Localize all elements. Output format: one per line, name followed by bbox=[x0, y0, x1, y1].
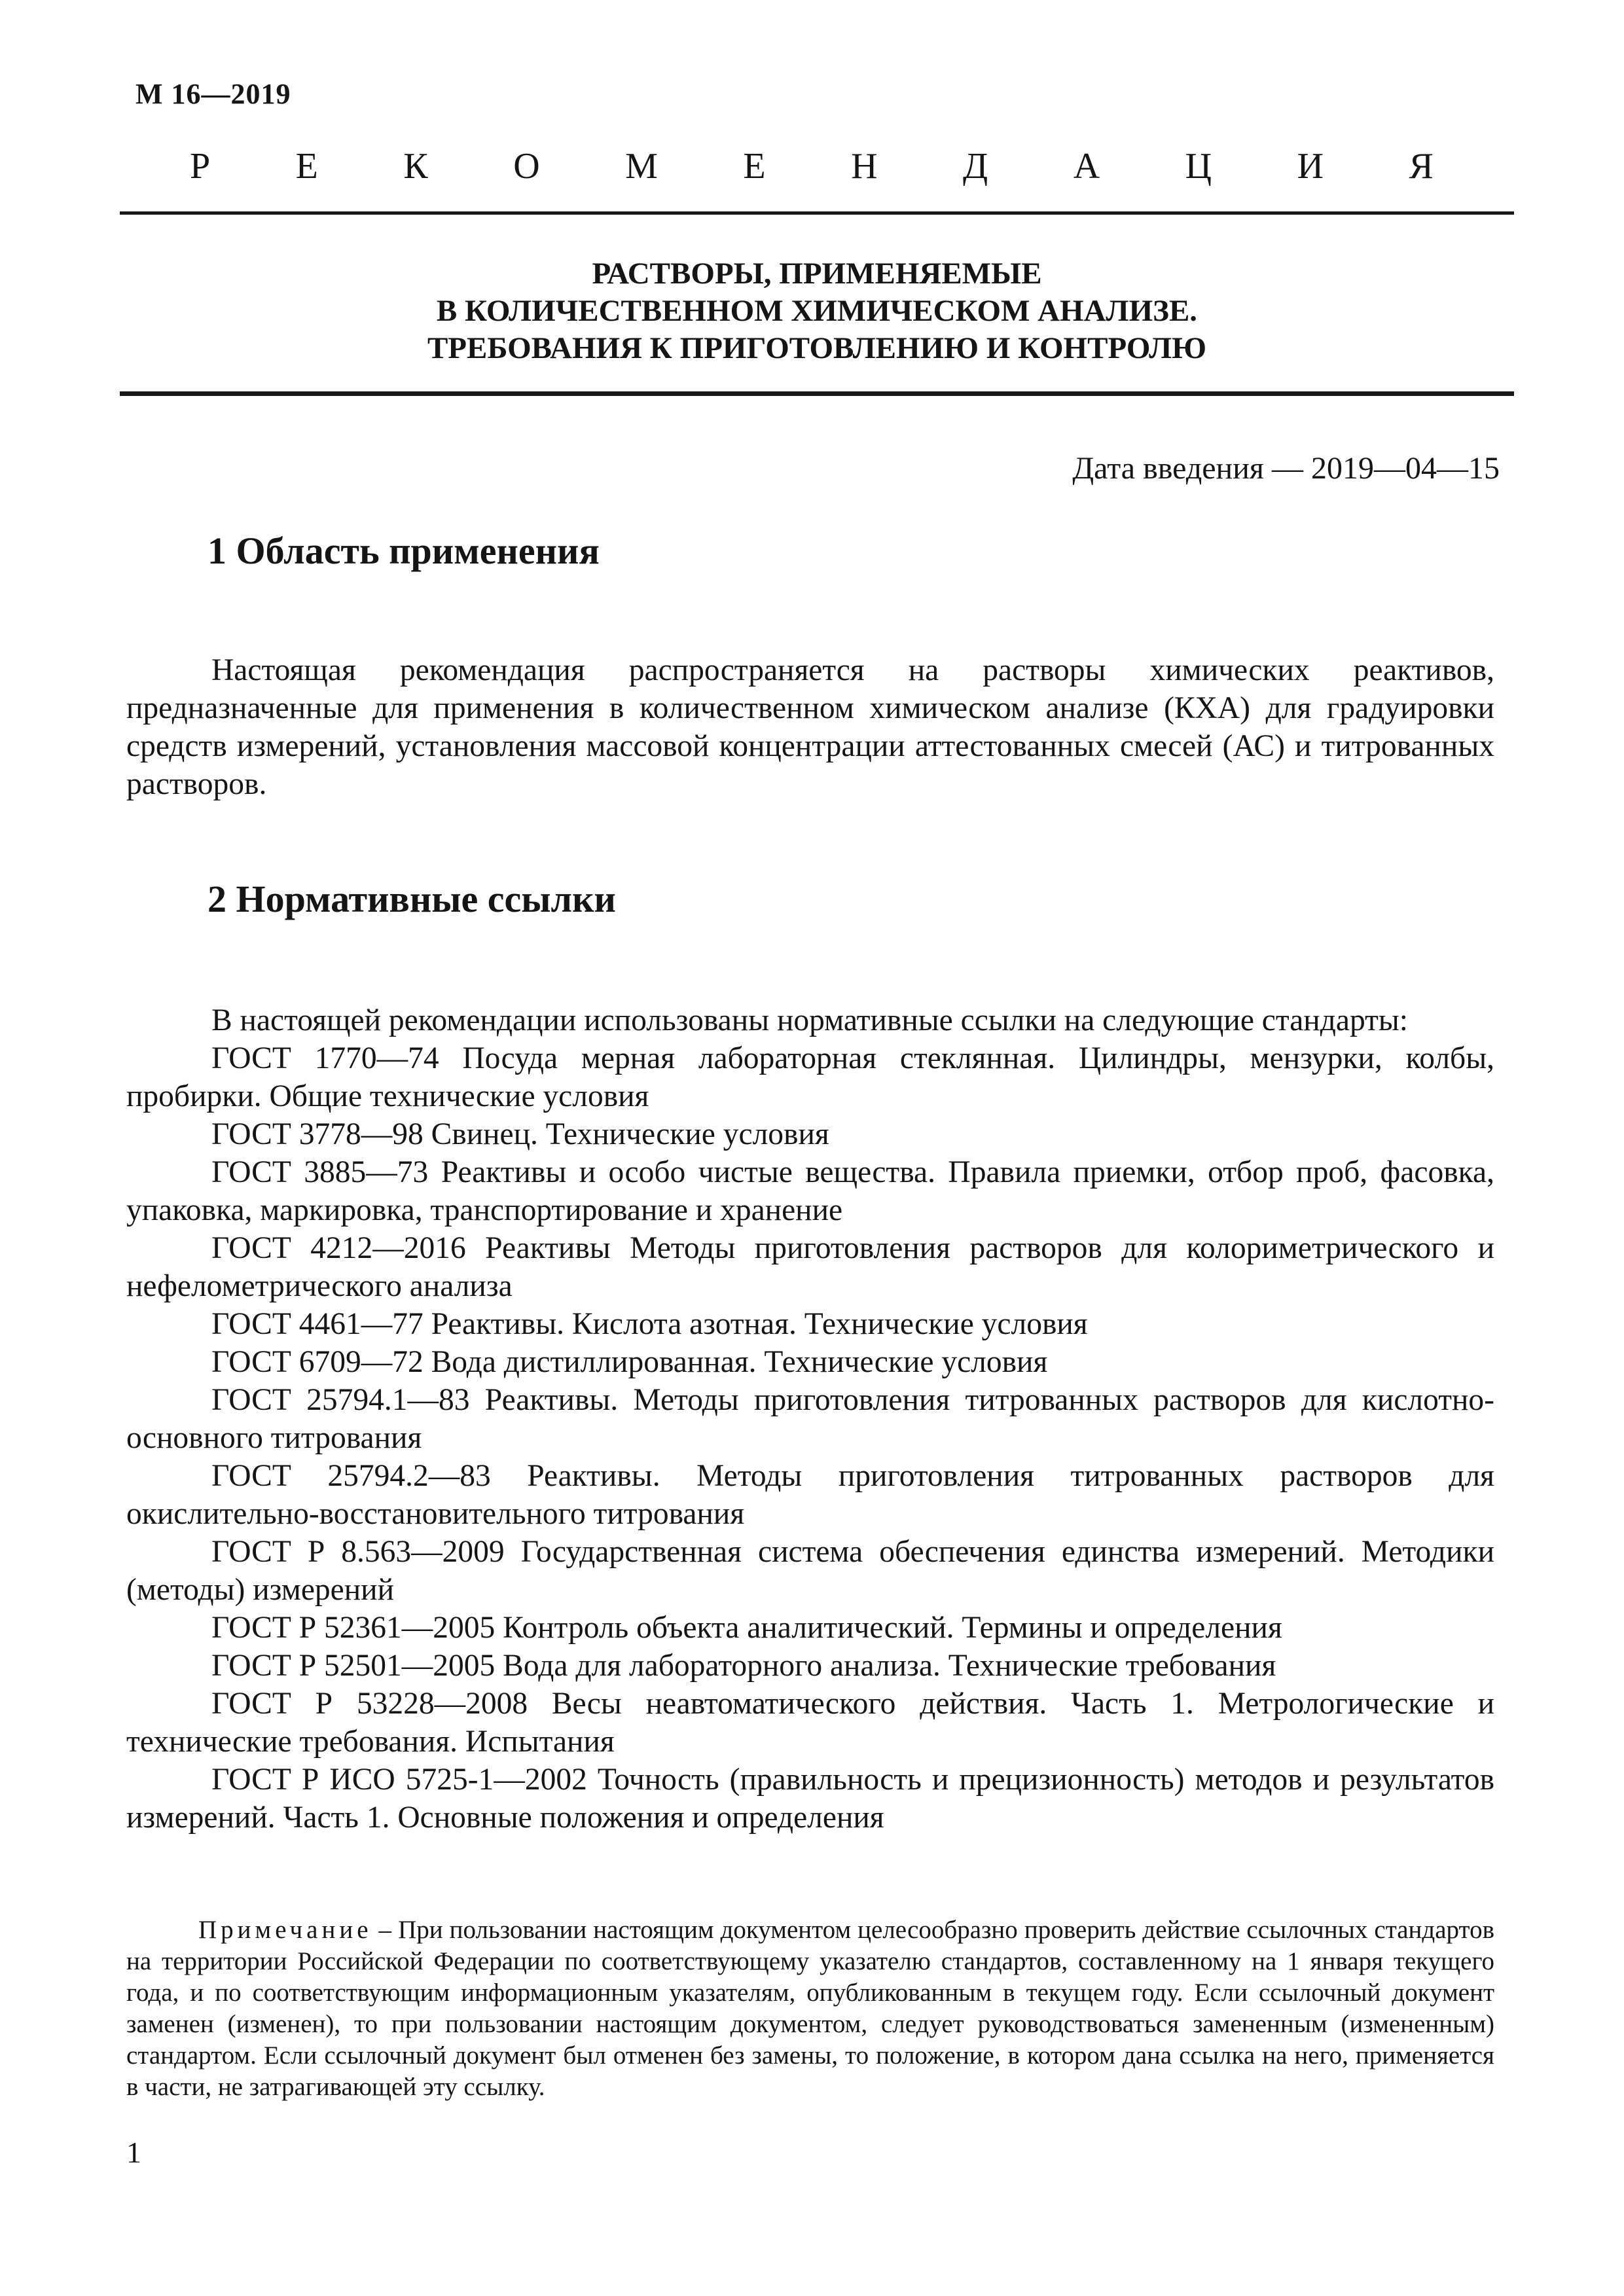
note-paragraph bbox=[126, 1914, 1494, 2103]
reference-item: ГОСТ 1770—74 Посуда мерная лабораторная стеклянная. Цилиндры, мензурки, колбы, пробирки. Общие технические условия bbox=[126, 1041, 1494, 1113]
document-kind-letter: Е bbox=[295, 146, 318, 187]
reference-item: ГОСТ 25794.1—83 Реактивы. Методы приготовления титрованных растворов для кислотно-основного титрования bbox=[126, 1383, 1494, 1455]
reference-item: ГОСТ 3885—73 Реактивы и особо чистые вещества. Правила приемки, отбор проб, фасовка, упаковка, маркировка, транспортирование и хранение bbox=[126, 1155, 1494, 1227]
introduction-date: Дата введения — 2019—04—15 bbox=[1072, 451, 1500, 486]
document-kind-letter: М bbox=[625, 146, 658, 187]
document-kind-letter: О bbox=[513, 146, 540, 187]
document-kind-letter: Р bbox=[190, 146, 211, 187]
section-heading-scope: 1 Область применения bbox=[208, 529, 600, 572]
document-kind-letter: Я bbox=[1409, 146, 1434, 187]
title-line: В КОЛИЧЕСТВЕННОМ ХИМИЧЕСКОМ АНАЛИЗЕ. bbox=[436, 294, 1198, 328]
document-kind-letter: Ц bbox=[1185, 146, 1212, 187]
reference-item: ГОСТ Р 8.563—2009 Государственная система обеспечения единства измерений. Методики (методы) измерений bbox=[126, 1535, 1494, 1607]
note-text: – При пользовании настоящим документом целесообразно проверить действие ссылочных стандартов на территории Российской Федерации по соответствующему указателю стандартов, составленному на 1 января текущего года, и по соответствующим информационным указателям, опубликованным в текущем году. Если ссылочный документ заменен (изменен), то при пользовании настоящим документом, следует руководствоваться замененным (измененным) стандартом. Если ссылочный документ был отменен без замены, то положение, в котором дана ссылка на него, применяется в части, не затрагивающей эту ссылку. bbox=[126, 1916, 1494, 2101]
document-code: М 16—2019 bbox=[135, 78, 291, 110]
title-divider bbox=[120, 391, 1514, 396]
reference-item: ГОСТ Р 53228—2008 Весы неавтоматического действия. Часть 1. Метрологические и технические требования. Испытания bbox=[126, 1687, 1494, 1759]
title-line: РАСТВОРЫ, ПРИМЕНЯЕМЫЕ bbox=[592, 257, 1042, 291]
reference-item: ГОСТ 4461—77 Реактивы. Кислота азотная. Технические условия bbox=[211, 1307, 1088, 1341]
reference-item: ГОСТ 4212—2016 Реактивы Методы приготовления растворов для колориметрического и нефелометрического анализа bbox=[126, 1231, 1494, 1303]
references-list bbox=[126, 1001, 1494, 1837]
note-label: Примечание bbox=[198, 1916, 372, 1944]
document-kind bbox=[190, 145, 1434, 187]
title-line: ТРЕБОВАНИЯ К ПРИГОТОВЛЕНИЮ И КОНТРОЛЮ bbox=[427, 331, 1207, 365]
header-divider bbox=[120, 211, 1514, 215]
reference-item: ГОСТ Р 52501—2005 Вода для лабораторного анализа. Технические требования bbox=[211, 1649, 1276, 1683]
document-kind-letter: Е bbox=[743, 146, 766, 187]
section-heading-references: 2 Нормативные ссылки bbox=[208, 878, 616, 920]
document-kind-letter: И bbox=[1297, 146, 1324, 187]
document-kind-letter: Д bbox=[963, 146, 988, 187]
reference-item: ГОСТ Р 52361—2005 Контроль объекта аналитический. Термины и определения bbox=[211, 1611, 1282, 1645]
reference-item: ГОСТ Р ИСО 5725-1—2002 Точность (правильность и прецизионность) методов и результатов измерений. Часть 1. Основные положения и определения bbox=[126, 1763, 1494, 1835]
reference-item: ГОСТ 3778—98 Свинец. Технические условия bbox=[211, 1117, 829, 1151]
document-kind-letter: Н bbox=[851, 146, 878, 187]
reference-item: ГОСТ 25794.2—83 Реактивы. Методы приготовления титрованных растворов для окислительно-восстановительного титрования bbox=[126, 1459, 1494, 1531]
document-kind-letter: А bbox=[1073, 146, 1100, 187]
document-title bbox=[120, 255, 1514, 367]
reference-item: ГОСТ 6709—72 Вода дистиллированная. Технические условия bbox=[211, 1345, 1048, 1379]
document-kind-letter: К bbox=[403, 146, 428, 187]
references-intro: В настоящей рекомендации использованы нормативные ссылки на следующие стандарты: bbox=[211, 1003, 1408, 1037]
scope-paragraph: Настоящая рекомендация распространяется на растворы химических реактивов, предназначенные для применения в количественном химическом анализе (КХА) для градуировки средств измерений, установления массовой концентрации аттестованных смесей (АС) и титрованных растворов. bbox=[126, 653, 1494, 801]
page-number: 1 bbox=[126, 2136, 141, 2169]
